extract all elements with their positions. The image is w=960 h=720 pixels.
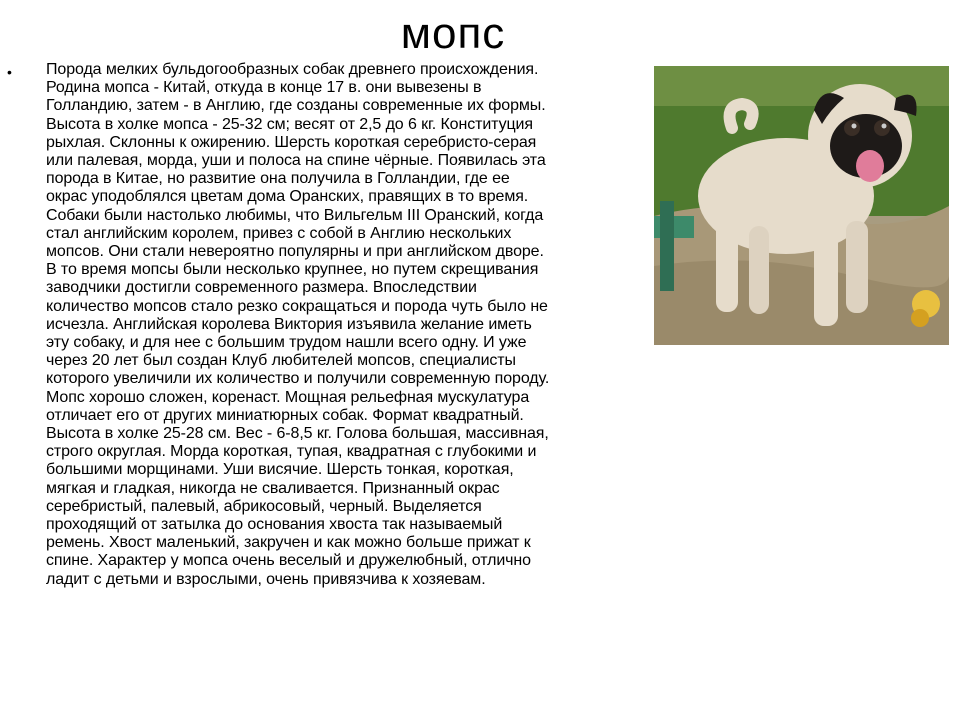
description-paragraph: Порода мелких бульдогообразных собак древнего происхождения. Родина мопса - Китай, откуда в конце 17 в. они вывезены в Голландию, затем - в Англию, где созданы современные их формы. Высота в холке мопса - 25-32 см; весят от 2,5 до 6 кг. Конституция рыхлая. Склонны к ожирению. Шерсть короткая серебристо-серая или палевая, морда, уши и полоса на спине чёрные. Появилась эта порода в Китае, но развитие она получила в Голландии, где ее окрас уподоблялся цветам дома Оранских, правящих в то время. Собаки были настолько любимы, что Вильгельм III Оранский, когда стал английским королем, привез с собой в Англию нескольких мопсов. Они стали невероятно популярны и при английском дворе. В то время мопсы были несколько крупнее, но путем скрещивания заводчики достигли современного размера. Впоследствии количество мопсов стало резко сокращаться и порода чуть было не исчезла. Английская королева Виктория изъявила желание иметь эту собаку, и для нее с большим трудом нашли всего одну. И уже через 20 лет был создан Клуб любителей мопсов, специалисты которого увеличили их количество и получили современную породу. Мопс хорошо сложен, коренаст. Мощная рельефная мускулатура отличает его от других миниатюрных собак. Формат квадратный. Высота в холке 25-28 см. Вес - 6-8,5 кг. Голова большая, массивная, строго округлая. Морда короткая, тупая, квадратная с глубокими и большими морщинами. Уши висячие. Шерсть тонкая, короткая, мягкая и гладкая, никогда не сваливается. Признанный окрас серебристый, палевый, абрикосовый, черный. Выделяется проходящий от затылка до основания хвоста так называемый ремень. Хвост маленький, закручен и как можно больше прижат к спине. Характер у мопса очень веселый и дружелюбный, отлично ладит с детьми и взрослыми, очень привязчива к хозяевам. [46, 61, 550, 588]
pug-photo-icon [654, 66, 949, 345]
pug-photo [654, 66, 949, 345]
bullet-marker: • [7, 64, 12, 80]
page-title: мопс [400, 9, 506, 58]
pug-tongue [856, 150, 884, 182]
